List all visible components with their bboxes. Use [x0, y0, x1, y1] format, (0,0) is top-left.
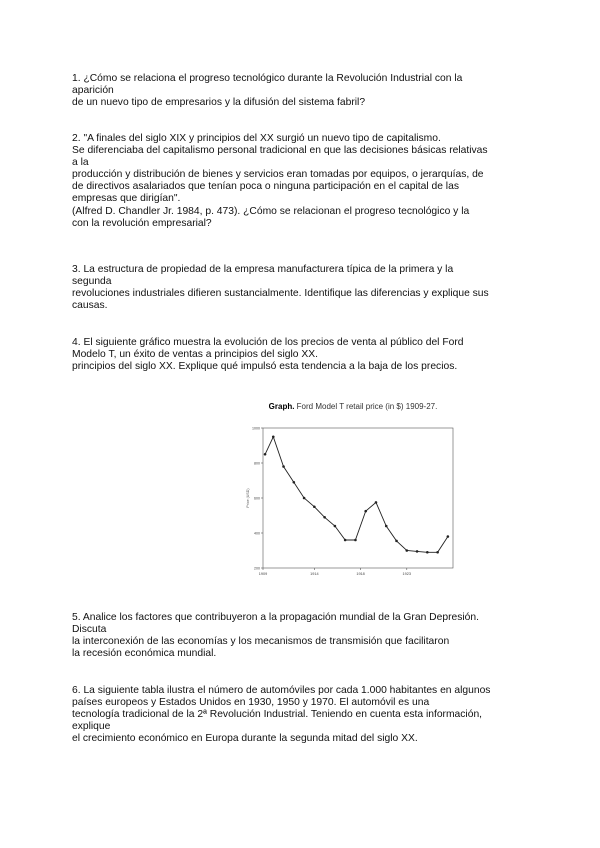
price-point	[303, 497, 306, 500]
y-tick-label: 600	[254, 496, 260, 501]
price-point	[313, 505, 316, 508]
question-line: revoluciones industriales difieren sustancialmente. Identifique las diferencias y explique sus	[72, 288, 489, 300]
question-line: la interconexión de las economías y los mecanismos de transmisión que facilitaron	[72, 636, 450, 648]
price-point	[272, 435, 275, 438]
question-1	[72, 73, 532, 109]
question-3	[72, 264, 532, 312]
plot-frame	[263, 428, 453, 568]
question-line: tecnología tradicional de la 2ª Revolución Industrial. Teniendo en cuenta esta información,	[72, 709, 483, 721]
price-point	[323, 516, 326, 519]
question-line: de un nuevo tipo de empresarios y la difusión del sistema fabril?	[72, 97, 366, 109]
price-series-line	[265, 437, 448, 553]
price-point	[354, 539, 357, 542]
question-line: causas.	[72, 300, 108, 312]
price-point	[426, 551, 429, 554]
question-line: producción y distribución de bienes y servicios eran tomadas por equipos, o jerarquías, de	[72, 169, 484, 181]
question-line: segunda	[72, 276, 112, 288]
question-2	[72, 133, 532, 230]
price-point	[344, 539, 347, 542]
x-tick-label: 1918	[356, 572, 365, 576]
chart-title-text: Ford Model T retail price (in $) 1909-27.	[296, 402, 438, 411]
price-point	[405, 549, 408, 552]
question-line: Modelo T, un éxito de ventas a principios del siglo XX.	[72, 349, 318, 361]
question-line: 6. La siguiente tabla ilustra el número de automóviles por cada 1.000 habitantes en algunos	[72, 685, 491, 696]
question-line: la recesión económica mundial.	[72, 648, 217, 660]
question-5	[72, 612, 532, 660]
chart-plot	[243, 410, 463, 582]
price-point	[395, 540, 398, 543]
question-4	[72, 337, 532, 373]
price-point	[385, 525, 388, 528]
x-tick-label: 1909	[258, 572, 268, 576]
question-line: empresas que dirigían".	[72, 193, 181, 205]
question-6	[72, 685, 532, 745]
price-point	[364, 510, 367, 513]
question-line: países europeos y Estados Unidos en 1930, 1950 y 1970. El automóvil es una	[72, 697, 430, 709]
question-line: 2. "A finales del siglo XIX y principios del XX surgió un nuevo tipo de capitalismo.	[72, 133, 441, 144]
question-line: 4. El siguiente gráfico muestra la evolución de los precios de venta al público del Ford	[72, 337, 464, 348]
chart-title-label: Graph.	[268, 402, 295, 411]
price-point	[416, 550, 419, 553]
question-line: el crecimiento económico en Europa durante la segunda mitad del siglo XX.	[72, 733, 418, 745]
question-line: explique	[72, 721, 111, 733]
y-axis-label: Price (USD)	[246, 488, 250, 508]
question-line: aparición	[72, 85, 114, 97]
y-tick-label: 200	[254, 566, 260, 571]
price-point	[447, 535, 450, 538]
y-tick-label: 400	[254, 531, 260, 536]
question-line: de directivos asalariados que tenían poca o ninguna participación en el capital de las	[72, 181, 459, 193]
question-line: con la revolución empresarial?	[72, 217, 212, 229]
y-tick-label: 800	[254, 461, 260, 466]
question-line: Se diferenciaba del capitalismo personal tradicional en que las decisiones básicas relativas	[72, 145, 488, 157]
price-point	[293, 481, 296, 484]
question-line: a la	[72, 157, 89, 169]
question-line: Discuta	[72, 624, 107, 636]
ford-price-chart	[243, 402, 463, 582]
price-point	[282, 465, 285, 468]
x-tick-label: 1923	[402, 572, 412, 576]
question-line: 3. La estructura de propiedad de la empresa manufacturera típica de la primera y la	[72, 264, 454, 275]
question-line: 5. Analice los factores que contribuyeron a la propagación mundial de la Gran Depresión.	[72, 612, 479, 623]
price-point	[334, 525, 337, 528]
question-line: 1. ¿Cómo se relaciona el progreso tecnológico durante la Revolución Industrial con la	[72, 73, 463, 84]
price-point	[436, 551, 439, 554]
question-line: (Alfred D. Chandler Jr. 1984, p. 473). ¿Cómo se relacionan el progreso tecnológico y la	[72, 205, 470, 217]
question-line: principios del siglo XX. Explique qué impulsó esta tendencia a la baja de los precios.	[72, 361, 458, 373]
price-point	[375, 501, 378, 504]
x-tick-label: 1914	[310, 572, 319, 576]
price-point	[264, 453, 267, 456]
y-tick-label: 1000	[252, 426, 260, 431]
